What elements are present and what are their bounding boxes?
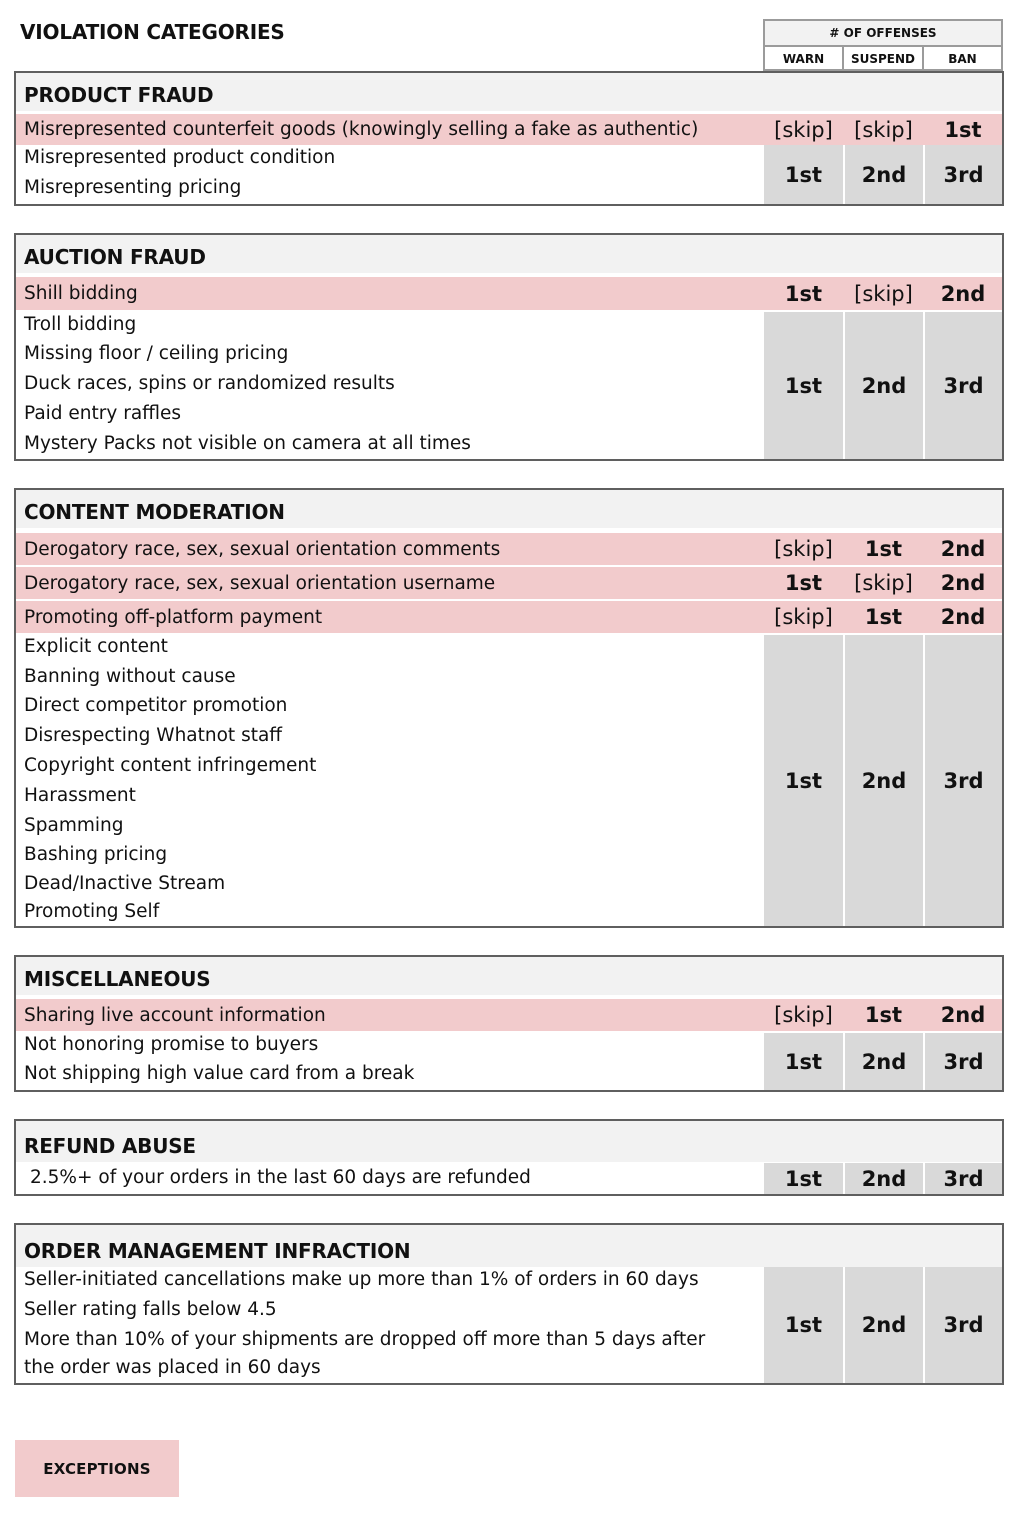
violation-item: Spamming <box>24 815 124 836</box>
warn-cell: [skip] <box>774 605 833 629</box>
violation-label: Derogatory race, sex, sexual orientation username <box>24 572 496 594</box>
warn-cell: [skip] <box>774 537 833 561</box>
violation-group <box>16 145 1002 204</box>
violation-label: Shill bidding <box>24 283 138 304</box>
ban-cell: 3rd <box>925 1033 1002 1090</box>
violation-item: Mystery Packs not visible on camera at all times <box>24 433 471 454</box>
violation-item: Missing floor / ceiling pricing <box>24 343 289 364</box>
violation-row <box>16 277 1002 310</box>
violation-group <box>16 312 1002 459</box>
violation-group <box>16 635 1002 926</box>
violation-label: Misrepresented counterfeit goods (knowingly selling a fake as authentic) <box>24 119 699 140</box>
suspend-cell: [skip] <box>854 117 913 142</box>
violation-label: Promoting off-platform payment <box>24 606 323 628</box>
violation-item: Seller-initiated cancellations make up more than 1% of orders in 60 days <box>24 1269 699 1290</box>
warn-cell: 1st <box>764 635 843 926</box>
offenses-header <box>763 19 1003 71</box>
violation-item: Disrespecting Whatnot staff <box>24 725 283 746</box>
ban-cell: 1st <box>944 117 982 142</box>
section-title: CONTENT MODERATION <box>16 490 1002 528</box>
violation-row <box>16 601 1002 633</box>
section-order-management <box>14 1223 1004 1385</box>
column-header-warn: WARN <box>765 47 844 71</box>
ban-cell: 2nd <box>940 605 986 629</box>
suspend-cell: 2nd <box>845 1267 923 1383</box>
section-title: MISCELLANEOUS <box>16 957 1002 995</box>
suspend-cell: 2nd <box>845 1163 923 1194</box>
warn-cell: 1st <box>784 281 823 306</box>
violation-item: Duck races, spins or randomized results <box>24 373 395 394</box>
section-auction-fraud <box>14 233 1004 461</box>
suspend-cell: 1st <box>864 1003 903 1027</box>
violation-group <box>16 1163 1002 1194</box>
ban-cell: 2nd <box>940 281 986 306</box>
ban-cell: 2nd <box>940 1003 986 1027</box>
suspend-cell: 2nd <box>845 1033 923 1090</box>
violation-item: Promoting Self <box>24 901 160 922</box>
ban-cell: 3rd <box>925 1163 1002 1194</box>
warn-cell: [skip] <box>774 117 833 142</box>
warn-cell: 1st <box>764 1267 843 1383</box>
violation-row <box>16 533 1002 565</box>
section-title: AUCTION FRAUD <box>16 235 1002 273</box>
warn-cell: 1st <box>764 312 843 459</box>
suspend-cell: [skip] <box>854 571 913 595</box>
violation-item: Harassment <box>24 785 136 806</box>
violation-label: Derogatory race, sex, sexual orientation comments <box>24 538 501 560</box>
violation-item: Not honoring promise to buyers <box>24 1034 319 1055</box>
violation-item: Seller rating falls below 4.5 <box>24 1299 277 1320</box>
offenses-header-label: # OF OFFENSES <box>765 21 1001 47</box>
violation-item: 2.5%+ of your orders in the last 60 days are refunded <box>30 1167 531 1188</box>
section-miscellaneous <box>14 955 1004 1092</box>
ban-cell: 3rd <box>925 312 1002 459</box>
section-title: PRODUCT FRAUD <box>16 73 1002 111</box>
violation-item: Bashing pricing <box>24 844 168 865</box>
violation-item: Direct competitor promotion <box>24 695 288 716</box>
violation-item: Dead/Inactive Stream <box>24 873 226 894</box>
column-header-ban: BAN <box>948 52 977 66</box>
section-refund-abuse <box>14 1119 1004 1196</box>
violation-item: the order was placed in 60 days <box>24 1357 321 1378</box>
violation-item: More than 10% of your shipments are dropped off more than 5 days after <box>24 1329 706 1350</box>
suspend-cell: 1st <box>864 537 903 561</box>
section-content-moderation <box>14 488 1004 928</box>
warn-cell: 1st <box>764 1033 843 1090</box>
warn-cell: [skip] <box>774 1003 833 1027</box>
violation-item: Explicit content <box>24 636 168 657</box>
violation-group <box>16 1267 1002 1383</box>
ban-cell: 2nd <box>940 571 986 595</box>
violation-row <box>16 114 1002 145</box>
warn-cell: 1st <box>764 1163 843 1194</box>
suspend-cell: 1st <box>864 605 903 629</box>
violation-item: Misrepresenting pricing <box>24 177 242 198</box>
suspend-cell: 2nd <box>845 635 923 926</box>
warn-cell: 1st <box>784 571 823 595</box>
violation-item: Misrepresented product condition <box>24 147 336 168</box>
ban-cell: 3rd <box>925 1267 1002 1383</box>
violation-row <box>16 567 1002 599</box>
violation-group <box>16 1033 1002 1090</box>
section-title: REFUND ABUSE <box>16 1121 1002 1162</box>
suspend-cell: 2nd <box>845 145 923 204</box>
violation-item: Banning without cause <box>24 666 236 687</box>
suspend-cell: 2nd <box>845 312 923 459</box>
violation-item: Copyright content infringement <box>24 755 317 776</box>
section-title: ORDER MANAGEMENT INFRACTION <box>16 1225 1002 1267</box>
page-title: VIOLATION CATEGORIES <box>20 20 285 44</box>
violation-item: Troll bidding <box>24 314 137 335</box>
violation-item: Not shipping high value card from a break <box>24 1063 415 1084</box>
violation-item: Paid entry raffles <box>24 403 182 424</box>
ban-cell: 3rd <box>925 635 1002 926</box>
section-product-fraud <box>14 71 1004 206</box>
suspend-cell: [skip] <box>854 281 913 306</box>
exceptions-button[interactable]: EXCEPTIONS <box>15 1440 179 1497</box>
ban-cell: 3rd <box>925 145 1002 204</box>
violation-row <box>16 999 1002 1031</box>
warn-cell: 1st <box>764 145 843 204</box>
violation-label: Sharing live account information <box>24 1004 326 1026</box>
ban-cell: 2nd <box>940 537 986 561</box>
column-header-suspend: SUSPEND <box>844 47 924 71</box>
